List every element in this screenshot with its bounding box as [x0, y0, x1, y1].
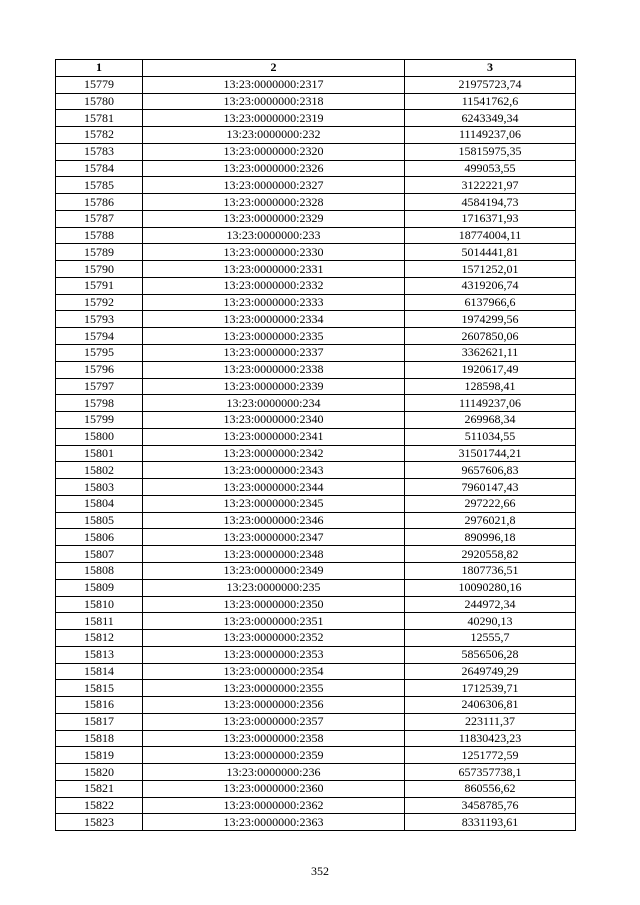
value-cell: 11541762,6 [405, 93, 576, 110]
row-number-cell: 15802 [56, 462, 143, 479]
row-number-cell: 15787 [56, 210, 143, 227]
row-number-cell: 15817 [56, 713, 143, 730]
cadastral-number-cell: 13:23:0000000:236 [143, 764, 405, 781]
value-cell: 1920617,49 [405, 361, 576, 378]
cadastral-number-cell: 13:23:0000000:2352 [143, 630, 405, 647]
header-row [56, 60, 576, 77]
value-cell: 223111,37 [405, 713, 576, 730]
table-row [56, 663, 576, 680]
cadastral-number-cell: 13:23:0000000:2334 [143, 311, 405, 328]
row-number-cell: 15785 [56, 177, 143, 194]
cadastral-number-cell: 13:23:0000000:2335 [143, 328, 405, 345]
table-row [56, 294, 576, 311]
row-number-cell: 15792 [56, 294, 143, 311]
value-cell: 8331193,61 [405, 814, 576, 831]
row-number-cell: 15786 [56, 194, 143, 211]
table-header [56, 60, 576, 77]
value-cell: 15815975,35 [405, 143, 576, 160]
row-number-cell: 15780 [56, 93, 143, 110]
table-row [56, 529, 576, 546]
value-cell: 3458785,76 [405, 797, 576, 814]
row-number-cell: 15808 [56, 562, 143, 579]
cadastral-number-cell: 13:23:0000000:2357 [143, 713, 405, 730]
page-number: 352 [311, 864, 329, 878]
cadastral-number-cell: 13:23:0000000:235 [143, 579, 405, 596]
value-cell: 11149237,06 [405, 127, 576, 144]
value-cell: 4319206,74 [405, 277, 576, 294]
table-row [56, 93, 576, 110]
cadastral-number-cell: 13:23:0000000:2318 [143, 93, 405, 110]
data-table [55, 59, 576, 831]
value-cell: 1712539,71 [405, 680, 576, 697]
value-cell: 890996,18 [405, 529, 576, 546]
cadastral-number-cell: 13:23:0000000:2353 [143, 646, 405, 663]
row-number-cell: 15809 [56, 579, 143, 596]
value-cell: 657357738,1 [405, 764, 576, 781]
value-cell: 297222,66 [405, 495, 576, 512]
table-row [56, 395, 576, 412]
row-number-cell: 15813 [56, 646, 143, 663]
row-number-cell: 15794 [56, 328, 143, 345]
table-row [56, 378, 576, 395]
table-row [56, 412, 576, 429]
row-number-cell: 15790 [56, 261, 143, 278]
cadastral-number-cell: 13:23:0000000:2358 [143, 730, 405, 747]
cadastral-number-cell: 13:23:0000000:2343 [143, 462, 405, 479]
table-row [56, 345, 576, 362]
row-number-cell: 15803 [56, 479, 143, 496]
value-cell: 2607850,06 [405, 328, 576, 345]
row-number-cell: 15789 [56, 244, 143, 261]
value-cell: 1716371,93 [405, 210, 576, 227]
value-cell: 11830423,23 [405, 730, 576, 747]
cadastral-number-cell: 13:23:0000000:2330 [143, 244, 405, 261]
row-number-cell: 15821 [56, 780, 143, 797]
value-cell: 40290,13 [405, 613, 576, 630]
column-header-3: 3 [405, 60, 576, 77]
cadastral-number-cell: 13:23:0000000:2320 [143, 143, 405, 160]
row-number-cell: 15801 [56, 445, 143, 462]
cadastral-number-cell: 13:23:0000000:2333 [143, 294, 405, 311]
cadastral-number-cell: 13:23:0000000:2319 [143, 110, 405, 127]
row-number-cell: 15788 [56, 227, 143, 244]
value-cell: 128598,41 [405, 378, 576, 395]
row-number-cell: 15791 [56, 277, 143, 294]
table-row [56, 110, 576, 127]
cadastral-number-cell: 13:23:0000000:234 [143, 395, 405, 412]
column-header-1: 1 [56, 60, 143, 77]
table-row [56, 713, 576, 730]
value-cell: 6243349,34 [405, 110, 576, 127]
cadastral-number-cell: 13:23:0000000:2344 [143, 479, 405, 496]
cadastral-number-cell: 13:23:0000000:2349 [143, 562, 405, 579]
table-row [56, 127, 576, 144]
value-cell: 2649749,29 [405, 663, 576, 680]
cadastral-number-cell: 13:23:0000000:2348 [143, 546, 405, 563]
row-number-cell: 15820 [56, 764, 143, 781]
value-cell: 2406306,81 [405, 697, 576, 714]
row-number-cell: 15779 [56, 76, 143, 93]
table-row [56, 445, 576, 462]
cadastral-number-cell: 13:23:0000000:2362 [143, 797, 405, 814]
cadastral-number-cell: 13:23:0000000:2356 [143, 697, 405, 714]
table-row [56, 546, 576, 563]
cadastral-number-cell: 13:23:0000000:2345 [143, 495, 405, 512]
row-number-cell: 15810 [56, 596, 143, 613]
row-number-cell: 15800 [56, 428, 143, 445]
row-number-cell: 15795 [56, 345, 143, 362]
row-number-cell: 15781 [56, 110, 143, 127]
cadastral-number-cell: 13:23:0000000:2339 [143, 378, 405, 395]
value-cell: 31501744,21 [405, 445, 576, 462]
row-number-cell: 15806 [56, 529, 143, 546]
value-cell: 6137966,6 [405, 294, 576, 311]
value-cell: 9657606,83 [405, 462, 576, 479]
value-cell: 1807736,51 [405, 562, 576, 579]
table-row [56, 143, 576, 160]
cadastral-number-cell: 13:23:0000000:2341 [143, 428, 405, 445]
cadastral-number-cell: 13:23:0000000:2329 [143, 210, 405, 227]
table-row [56, 630, 576, 647]
table-row [56, 261, 576, 278]
table-row [56, 479, 576, 496]
row-number-cell: 15798 [56, 395, 143, 412]
row-number-cell: 15782 [56, 127, 143, 144]
value-cell: 5856506,28 [405, 646, 576, 663]
value-cell: 3362621,11 [405, 345, 576, 362]
table-row [56, 579, 576, 596]
table-row [56, 160, 576, 177]
cadastral-number-cell: 13:23:0000000:2327 [143, 177, 405, 194]
value-cell: 1571252,01 [405, 261, 576, 278]
row-number-cell: 15793 [56, 311, 143, 328]
table-row [56, 277, 576, 294]
cadastral-number-cell: 13:23:0000000:2337 [143, 345, 405, 362]
row-number-cell: 15804 [56, 495, 143, 512]
cadastral-number-cell: 13:23:0000000:2346 [143, 512, 405, 529]
row-number-cell: 15822 [56, 797, 143, 814]
table-row [56, 814, 576, 831]
cadastral-number-cell: 13:23:0000000:2363 [143, 814, 405, 831]
cadastral-number-cell: 13:23:0000000:2317 [143, 76, 405, 93]
row-number-cell: 15783 [56, 143, 143, 160]
value-cell: 10090280,16 [405, 579, 576, 596]
row-number-cell: 15796 [56, 361, 143, 378]
row-number-cell: 15805 [56, 512, 143, 529]
table-row [56, 613, 576, 630]
row-number-cell: 15811 [56, 613, 143, 630]
value-cell: 7960147,43 [405, 479, 576, 496]
value-cell: 2920558,82 [405, 546, 576, 563]
table-body [56, 76, 576, 830]
row-number-cell: 15823 [56, 814, 143, 831]
row-number-cell: 15784 [56, 160, 143, 177]
column-header-2: 2 [143, 60, 405, 77]
cadastral-number-cell: 13:23:0000000:2350 [143, 596, 405, 613]
table-row [56, 747, 576, 764]
table-row [56, 797, 576, 814]
table-row [56, 646, 576, 663]
cadastral-number-cell: 13:23:0000000:2355 [143, 680, 405, 697]
table-row [56, 177, 576, 194]
cadastral-number-cell: 13:23:0000000:2332 [143, 277, 405, 294]
value-cell: 5014441,81 [405, 244, 576, 261]
table-row [56, 194, 576, 211]
table-row [56, 76, 576, 93]
table-row [56, 495, 576, 512]
row-number-cell: 15818 [56, 730, 143, 747]
value-cell: 2976021,8 [405, 512, 576, 529]
value-cell: 511034,55 [405, 428, 576, 445]
cadastral-number-cell: 13:23:0000000:2347 [143, 529, 405, 546]
row-number-cell: 15807 [56, 546, 143, 563]
table-row [56, 227, 576, 244]
cadastral-number-cell: 13:23:0000000:2354 [143, 663, 405, 680]
cadastral-number-cell: 13:23:0000000:2360 [143, 780, 405, 797]
row-number-cell: 15816 [56, 697, 143, 714]
row-number-cell: 15799 [56, 412, 143, 429]
cadastral-number-cell: 13:23:0000000:232 [143, 127, 405, 144]
row-number-cell: 15797 [56, 378, 143, 395]
table-row [56, 311, 576, 328]
table-row [56, 680, 576, 697]
table-row [56, 210, 576, 227]
value-cell: 12555,7 [405, 630, 576, 647]
value-cell: 860556,62 [405, 780, 576, 797]
cadastral-number-cell: 13:23:0000000:2326 [143, 160, 405, 177]
value-cell: 11149237,06 [405, 395, 576, 412]
row-number-cell: 15819 [56, 747, 143, 764]
cadastral-number-cell: 13:23:0000000:2328 [143, 194, 405, 211]
cadastral-number-cell: 13:23:0000000:2351 [143, 613, 405, 630]
value-cell: 4584194,73 [405, 194, 576, 211]
table-row [56, 428, 576, 445]
table-row [56, 328, 576, 345]
value-cell: 269968,34 [405, 412, 576, 429]
value-cell: 18774004,11 [405, 227, 576, 244]
value-cell: 1974299,56 [405, 311, 576, 328]
row-number-cell: 15812 [56, 630, 143, 647]
cadastral-number-cell: 13:23:0000000:2359 [143, 747, 405, 764]
table-row [56, 244, 576, 261]
cadastral-number-cell: 13:23:0000000:2340 [143, 412, 405, 429]
cadastral-number-cell: 13:23:0000000:233 [143, 227, 405, 244]
value-cell: 3122221,97 [405, 177, 576, 194]
row-number-cell: 15815 [56, 680, 143, 697]
cadastral-number-cell: 13:23:0000000:2338 [143, 361, 405, 378]
table-row [56, 730, 576, 747]
table-row [56, 764, 576, 781]
table-row [56, 697, 576, 714]
cadastral-number-cell: 13:23:0000000:2342 [143, 445, 405, 462]
table-row [56, 361, 576, 378]
table-row [56, 596, 576, 613]
row-number-cell: 15814 [56, 663, 143, 680]
value-cell: 499053,55 [405, 160, 576, 177]
table-row [56, 512, 576, 529]
cadastral-number-cell: 13:23:0000000:2331 [143, 261, 405, 278]
value-cell: 1251772,59 [405, 747, 576, 764]
value-cell: 244972,34 [405, 596, 576, 613]
table-row [56, 462, 576, 479]
value-cell: 21975723,74 [405, 76, 576, 93]
table-row [56, 780, 576, 797]
table-row [56, 562, 576, 579]
